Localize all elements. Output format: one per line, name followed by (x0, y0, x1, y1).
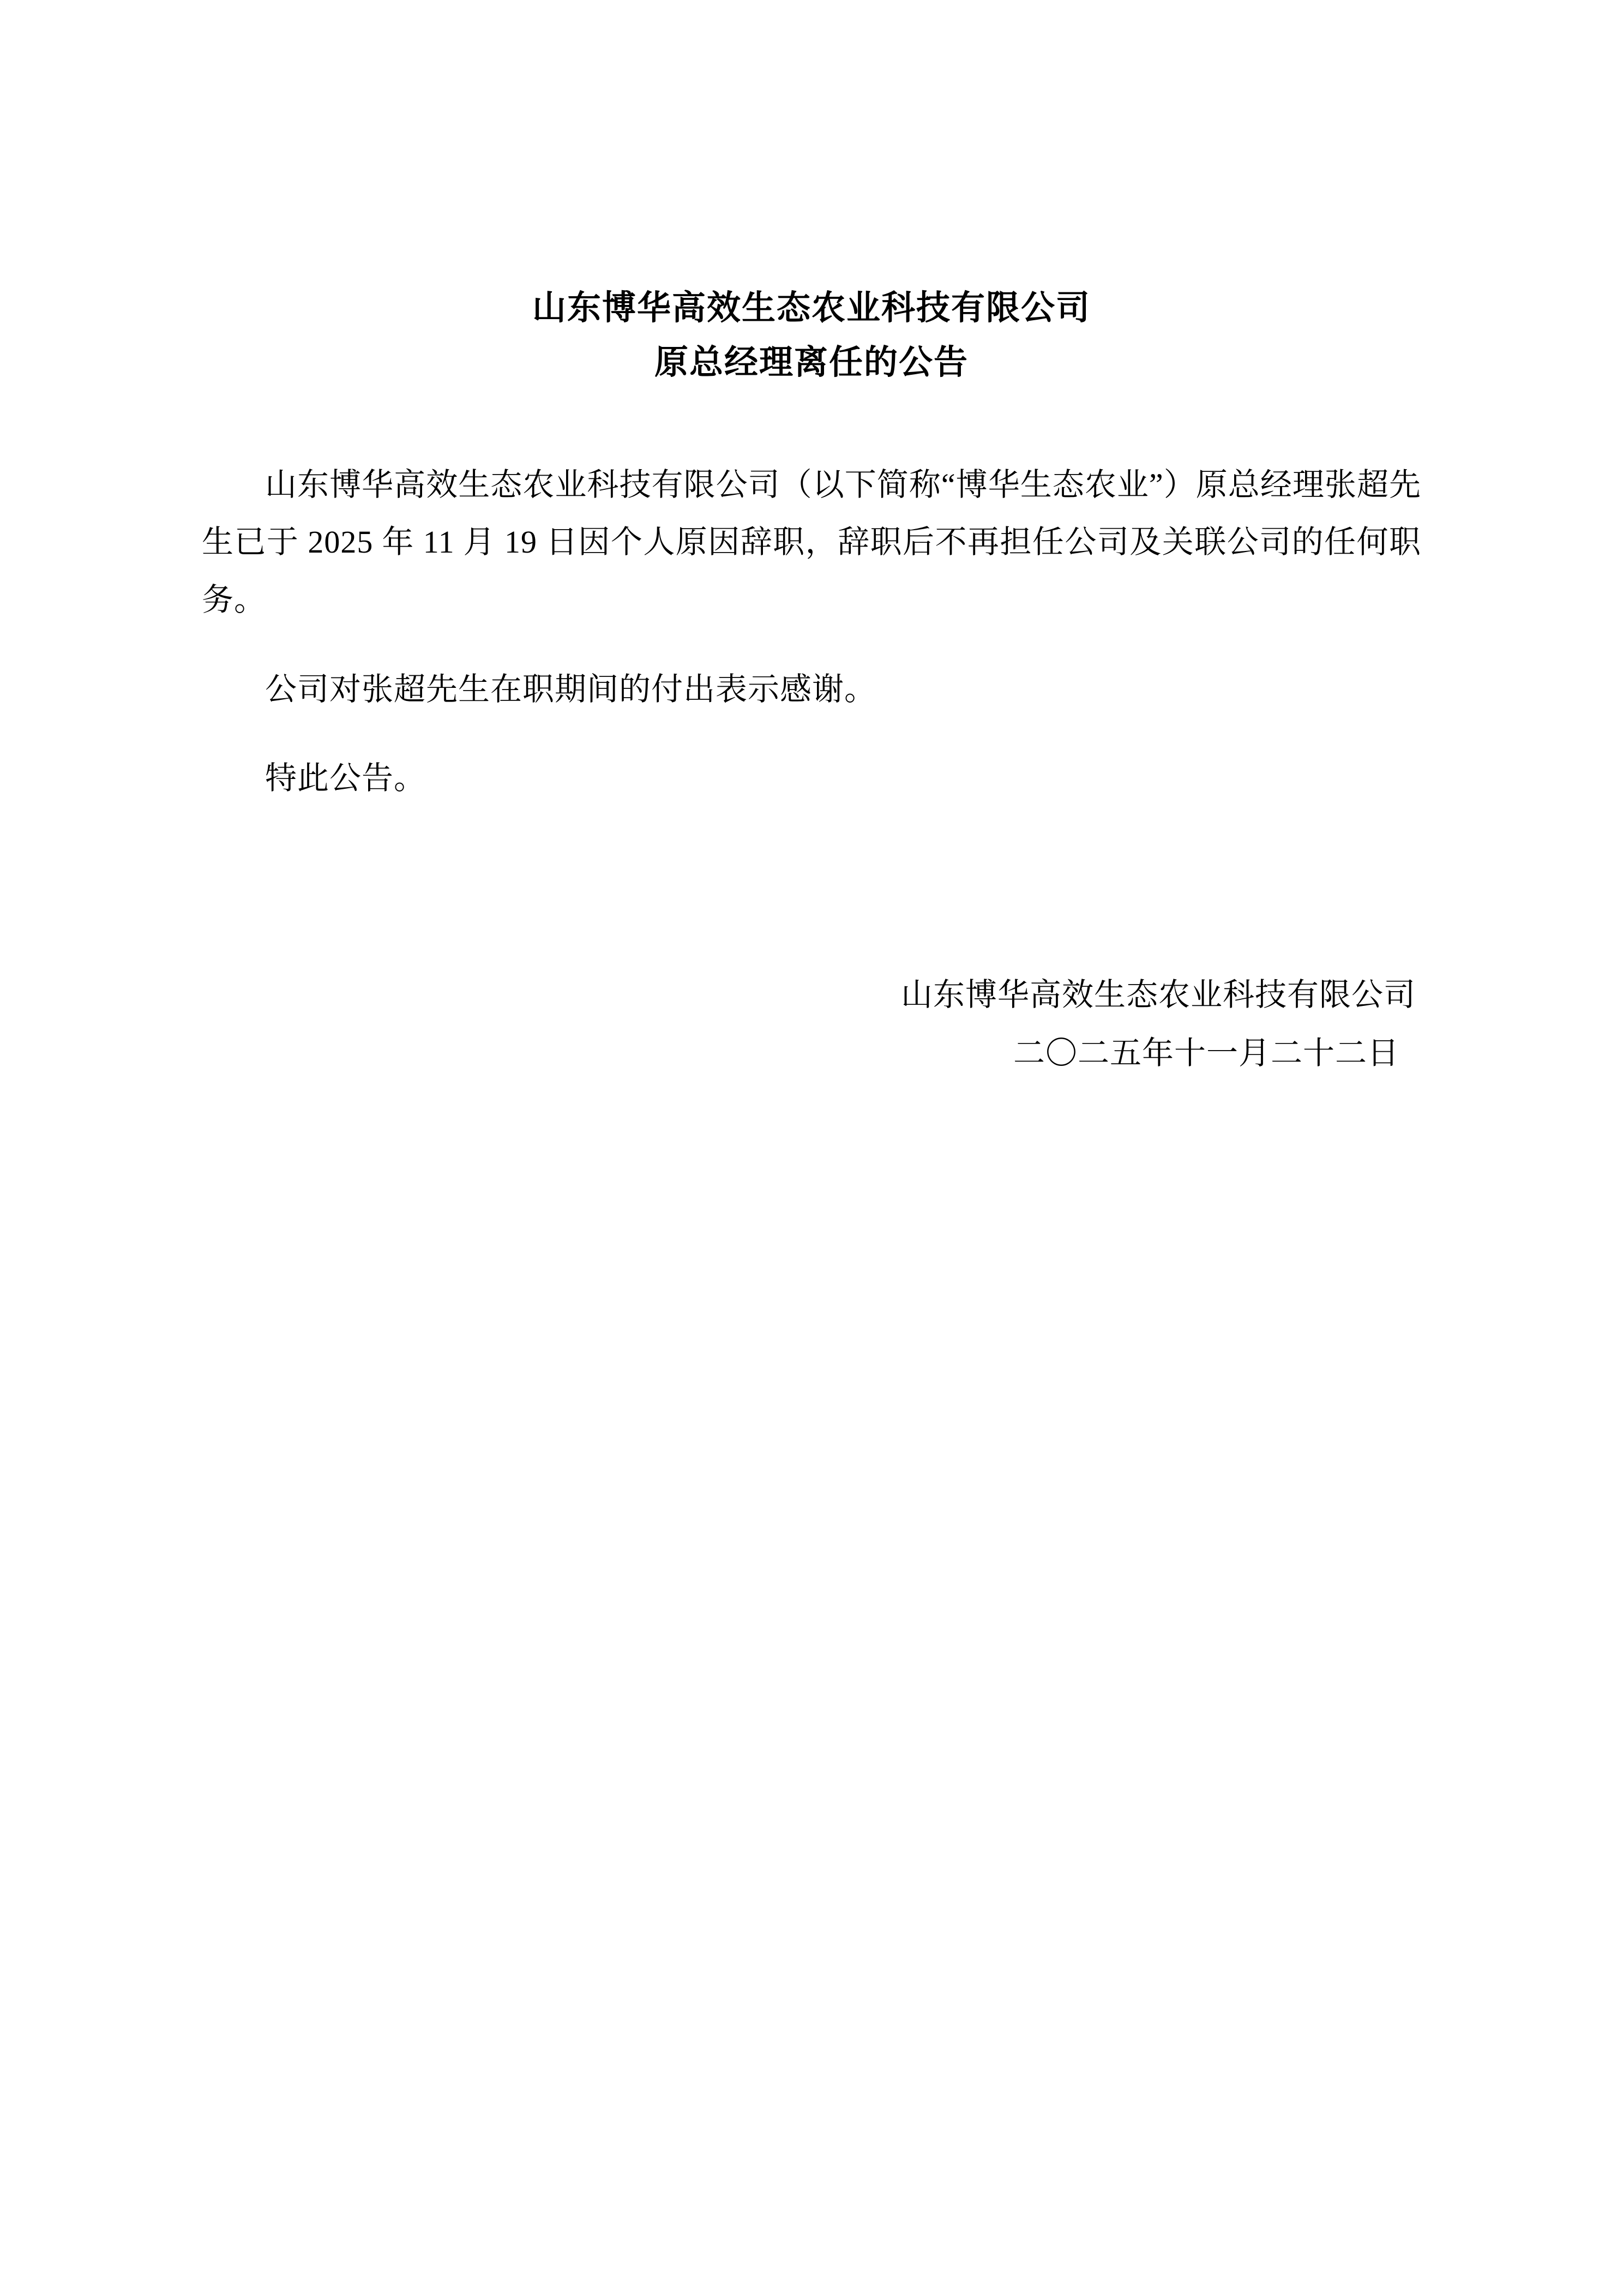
body-paragraph-1: 山东博华高效生态农业科技有限公司（以下简称“博华生态农业”）原总经理张超先生已于 2025 年 11 月 19 日因个人原因辞职，辞职后不再担任公司及关联公司的任何职务。 (202, 466, 1421, 618)
title-line-2: 原总经理离任的公告 (654, 344, 969, 382)
body-paragraph-2: 公司对张超先生在职期间的付出表示感谢。 (265, 671, 877, 707)
signature-company: 山东博华高效生态农业科技有限公司 (900, 976, 1416, 1012)
signature-date: 二〇二五年十一月二十二日 (1013, 1035, 1399, 1071)
document-content (202, 0, 1421, 1082)
signature (202, 966, 1421, 1083)
document-body (202, 456, 1421, 807)
body-paragraph-3: 特此公告。 (265, 760, 426, 796)
document-title (202, 281, 1421, 391)
title-line-1: 山东博华高效生态农业科技有限公司 (532, 290, 1091, 327)
